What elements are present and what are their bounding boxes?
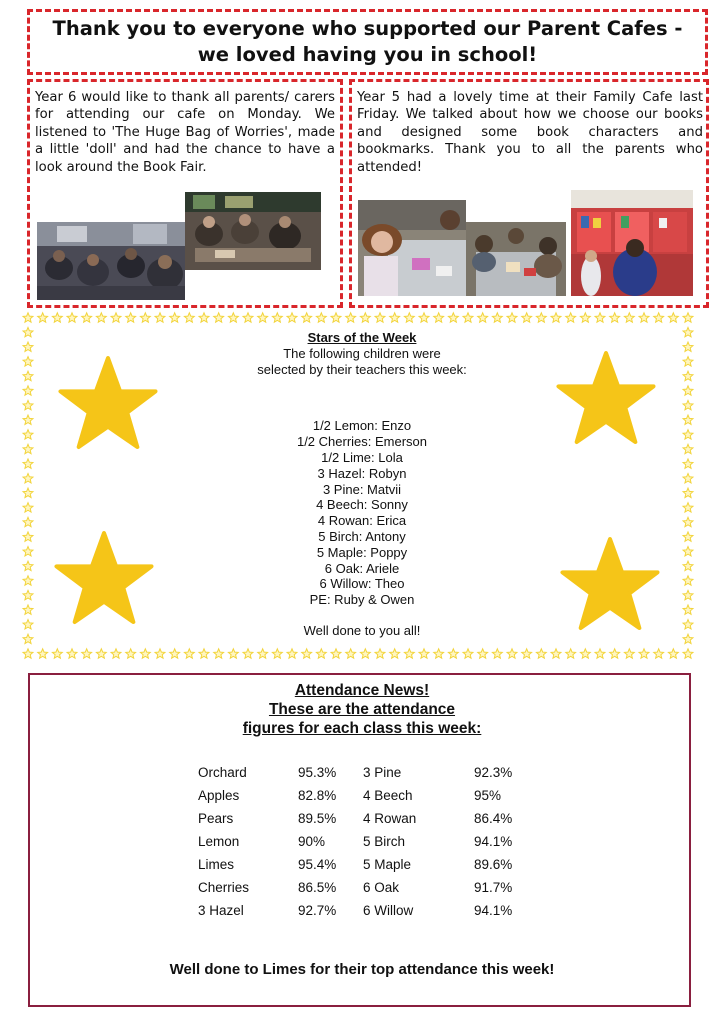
border-star-icon bbox=[654, 649, 664, 658]
border-star-icon bbox=[38, 313, 48, 322]
border-star-icon bbox=[683, 327, 693, 336]
border-star-icon bbox=[52, 313, 62, 322]
border-star-icon bbox=[683, 474, 693, 483]
year6-cafe-photo-1 bbox=[37, 222, 185, 300]
border-star-icon bbox=[214, 649, 224, 658]
border-star-icon bbox=[346, 649, 356, 658]
border-star-icon bbox=[683, 430, 693, 439]
border-star-icon bbox=[683, 400, 693, 409]
year5-cafe-photo-1 bbox=[358, 200, 466, 296]
border-star-icon bbox=[126, 313, 136, 322]
border-star-icon bbox=[23, 488, 33, 497]
border-star-icon bbox=[82, 313, 92, 322]
star-pupil: 3 Hazel: Robyn bbox=[317, 465, 407, 481]
border-star-icon bbox=[683, 561, 693, 570]
border-star-icon bbox=[478, 649, 488, 658]
border-star-icon bbox=[287, 649, 297, 658]
border-star-icon bbox=[23, 357, 33, 366]
border-star-icon bbox=[199, 313, 209, 322]
border-star-icon bbox=[536, 649, 546, 658]
border-star-icon bbox=[155, 313, 165, 322]
border-star-icon bbox=[668, 649, 678, 658]
attendance-percentage: 94.1% bbox=[474, 903, 513, 918]
border-star-icon bbox=[390, 313, 400, 322]
border-star-icon bbox=[287, 313, 297, 322]
attendance-class-name: Cherries bbox=[198, 880, 250, 895]
border-star-icon bbox=[316, 649, 326, 658]
year6-cafe-photo-2 bbox=[185, 192, 321, 270]
attendance-percentage: 86.5% bbox=[298, 880, 337, 895]
border-star-icon bbox=[448, 649, 458, 658]
border-star-icon bbox=[67, 649, 77, 658]
stars-title: Stars of the Week bbox=[307, 330, 417, 345]
border-star-icon bbox=[463, 649, 473, 658]
border-star-icon bbox=[23, 313, 33, 322]
border-star-icon bbox=[595, 649, 605, 658]
attendance-class-name: Limes bbox=[198, 857, 235, 872]
attendance-heading bbox=[0, 681, 724, 738]
border-star-icon bbox=[492, 649, 502, 658]
attendance-class-name: 4 Rowan bbox=[363, 811, 417, 826]
border-star-icon bbox=[375, 313, 385, 322]
border-star-icon bbox=[375, 649, 385, 658]
star-pupil: 4 Rowan: Erica bbox=[317, 513, 407, 529]
border-star-icon bbox=[390, 649, 400, 658]
border-star-icon bbox=[228, 313, 238, 322]
border-star-icon bbox=[683, 547, 693, 556]
border-star-icon bbox=[434, 649, 444, 658]
border-star-icon bbox=[683, 444, 693, 453]
border-star-icon bbox=[683, 357, 693, 366]
attendance-heading-line3: figures for each class this week: bbox=[242, 720, 482, 737]
border-star-icon bbox=[23, 620, 33, 629]
attendance-percentage: 89.5% bbox=[298, 811, 337, 826]
attendance-right-percentages bbox=[474, 761, 512, 922]
border-star-icon bbox=[82, 649, 92, 658]
border-star-icon bbox=[360, 313, 370, 322]
border-star-icon bbox=[23, 517, 33, 526]
border-star-icon bbox=[595, 313, 605, 322]
star-pupil: 3 Pine: Matvii bbox=[322, 481, 402, 497]
banner-box bbox=[27, 9, 708, 75]
attendance-percentage: 82.8% bbox=[298, 788, 337, 803]
border-star-icon bbox=[243, 649, 253, 658]
border-star-icon bbox=[170, 649, 180, 658]
border-star-icon bbox=[624, 649, 634, 658]
border-star-icon bbox=[463, 313, 473, 322]
border-star-icon bbox=[683, 313, 693, 322]
border-star-icon bbox=[580, 313, 590, 322]
attendance-percentage: 95.4% bbox=[298, 857, 337, 872]
border-star-icon bbox=[23, 342, 33, 351]
border-star-icon bbox=[140, 313, 150, 322]
border-star-icon bbox=[214, 313, 224, 322]
border-star-icon bbox=[23, 547, 33, 556]
border-star-icon bbox=[639, 313, 649, 322]
border-star-icon bbox=[23, 459, 33, 468]
border-star-icon bbox=[331, 313, 341, 322]
border-star-icon bbox=[683, 576, 693, 585]
border-star-icon bbox=[23, 561, 33, 570]
border-star-icon bbox=[580, 649, 590, 658]
border-star-icon bbox=[654, 313, 664, 322]
border-star-icon bbox=[23, 590, 33, 599]
attendance-heading-line1: Attendance News! bbox=[294, 682, 430, 699]
star-pupil: 5 Birch: Antony bbox=[318, 528, 406, 544]
border-star-icon bbox=[448, 313, 458, 322]
year5-cafe-text: Year 5 had a lovely time at their Family Cafe last Friday. We talked about how we choose our books and designed some book characters and bookmarks. Thank you to all the parents who attended! bbox=[357, 90, 703, 175]
attendance-left-classes bbox=[198, 761, 249, 922]
attendance-class-name: 6 Oak bbox=[363, 880, 400, 895]
border-star-icon bbox=[23, 371, 33, 380]
border-star-icon bbox=[419, 649, 429, 658]
attendance-percentage: 91.7% bbox=[474, 880, 513, 895]
stars-well-done: Well done to you all! bbox=[303, 622, 421, 638]
star-pupil: 1/2 Cherries: Emerson bbox=[296, 434, 428, 450]
border-star-icon bbox=[23, 400, 33, 409]
attendance-percentage: 90% bbox=[298, 834, 326, 849]
big-star-icon bbox=[554, 350, 658, 446]
border-star-icon bbox=[551, 649, 561, 658]
big-star-icon bbox=[558, 536, 662, 632]
border-star-icon bbox=[536, 313, 546, 322]
border-star-icon bbox=[683, 649, 693, 658]
attendance-percentage: 92.3% bbox=[474, 765, 513, 780]
border-star-icon bbox=[492, 313, 502, 322]
border-star-icon bbox=[67, 313, 77, 322]
border-star-icon bbox=[302, 649, 312, 658]
border-star-icon bbox=[360, 649, 370, 658]
border-star-icon bbox=[434, 313, 444, 322]
border-star-icon bbox=[610, 313, 620, 322]
border-star-icon bbox=[23, 415, 33, 424]
star-pupil: 1/2 Lemon: Enzo bbox=[312, 418, 412, 434]
border-star-icon bbox=[639, 649, 649, 658]
year5-cafe-photo-2 bbox=[466, 222, 566, 296]
border-star-icon bbox=[316, 313, 326, 322]
border-star-icon bbox=[610, 649, 620, 658]
border-star-icon bbox=[23, 444, 33, 453]
border-star-icon bbox=[23, 532, 33, 541]
border-star-icon bbox=[683, 605, 693, 614]
year5-cafe-photo-3 bbox=[571, 190, 693, 296]
attendance-left-percentages bbox=[298, 761, 336, 922]
star-pupil: 4 Beech: Sonny bbox=[316, 497, 408, 513]
attendance-class-name: 6 Willow bbox=[363, 903, 414, 918]
border-star-icon bbox=[507, 649, 517, 658]
border-star-icon bbox=[522, 649, 532, 658]
border-star-icon bbox=[23, 474, 33, 483]
stars-intro-line2: selected by their teachers this week: bbox=[257, 361, 467, 377]
attendance-footer: Well done to Limes for their top attendance this week! bbox=[169, 961, 555, 978]
border-star-icon bbox=[23, 430, 33, 439]
border-star-icon bbox=[566, 649, 576, 658]
border-star-icon bbox=[126, 649, 136, 658]
border-star-icon bbox=[38, 649, 48, 658]
border-star-icon bbox=[23, 576, 33, 585]
attendance-class-name: 4 Beech bbox=[363, 788, 413, 803]
border-star-icon bbox=[23, 605, 33, 614]
border-star-icon bbox=[683, 488, 693, 497]
border-star-icon bbox=[243, 313, 253, 322]
border-star-icon bbox=[96, 313, 106, 322]
star-pupil: 6 Willow: Theo bbox=[319, 576, 405, 592]
star-pupil: 6 Oak: Ariele bbox=[324, 560, 400, 576]
banner-title: Thank you to everyone who supported our Parent Cafes - we loved having you in school! bbox=[52, 17, 683, 66]
border-star-icon bbox=[683, 371, 693, 380]
border-star-icon bbox=[551, 313, 561, 322]
attendance-class-name: Pears bbox=[198, 811, 234, 826]
stars-list bbox=[190, 418, 534, 608]
border-star-icon bbox=[23, 386, 33, 395]
border-star-icon bbox=[346, 313, 356, 322]
attendance-percentage: 92.7% bbox=[298, 903, 337, 918]
border-star-icon bbox=[258, 313, 268, 322]
attendance-class-name: Lemon bbox=[198, 834, 240, 849]
attendance-percentage: 89.6% bbox=[474, 857, 513, 872]
border-star-icon bbox=[683, 634, 693, 643]
border-star-icon bbox=[184, 313, 194, 322]
attendance-class-name: 3 Hazel bbox=[198, 903, 244, 918]
year6-cafe-text: Year 6 would like to thank all parents/ carers for attending our cafe on Monday. We listened to 'The Huge Bag of Worries', made a little 'doll' and had the chance to have a look around the Book Fair. bbox=[35, 90, 335, 175]
border-star-icon bbox=[23, 634, 33, 643]
border-star-icon bbox=[683, 532, 693, 541]
border-star-icon bbox=[566, 313, 576, 322]
star-pupil: 1/2 Lime: Lola bbox=[321, 449, 403, 465]
attendance-percentage: 86.4% bbox=[474, 811, 513, 826]
big-star-icon bbox=[52, 530, 156, 626]
star-pupil: 5 Maple: Poppy bbox=[316, 544, 408, 560]
border-star-icon bbox=[522, 313, 532, 322]
border-star-icon bbox=[668, 313, 678, 322]
attendance-class-name: 5 Maple bbox=[363, 857, 412, 872]
attendance-class-name: 5 Birch bbox=[363, 834, 406, 849]
border-star-icon bbox=[23, 503, 33, 512]
border-star-icon bbox=[170, 313, 180, 322]
border-star-icon bbox=[683, 620, 693, 629]
border-star-icon bbox=[624, 313, 634, 322]
border-star-icon bbox=[155, 649, 165, 658]
border-star-icon bbox=[478, 313, 488, 322]
border-star-icon bbox=[683, 459, 693, 468]
border-star-icon bbox=[683, 415, 693, 424]
border-star-icon bbox=[258, 649, 268, 658]
attendance-percentage: 95% bbox=[474, 788, 502, 803]
border-star-icon bbox=[302, 313, 312, 322]
border-star-icon bbox=[111, 313, 121, 322]
border-star-icon bbox=[272, 649, 282, 658]
border-star-icon bbox=[683, 386, 693, 395]
border-star-icon bbox=[140, 649, 150, 658]
attendance-class-name: Apples bbox=[198, 788, 240, 803]
border-star-icon bbox=[331, 649, 341, 658]
attendance-class-name: Orchard bbox=[198, 765, 247, 780]
border-star-icon bbox=[683, 503, 693, 512]
border-star-icon bbox=[272, 313, 282, 322]
border-star-icon bbox=[23, 649, 33, 658]
border-star-icon bbox=[111, 649, 121, 658]
border-star-icon bbox=[404, 313, 414, 322]
attendance-heading-line2: These are the attendance bbox=[268, 701, 456, 718]
border-star-icon bbox=[683, 517, 693, 526]
big-star-icon bbox=[56, 355, 160, 451]
border-star-icon bbox=[683, 590, 693, 599]
attendance-right-classes bbox=[363, 761, 416, 922]
attendance-percentage: 95.3% bbox=[298, 765, 337, 780]
stars-of-the-week bbox=[190, 330, 534, 639]
stars-intro-line1: The following children were bbox=[283, 345, 441, 361]
border-star-icon bbox=[23, 327, 33, 336]
border-star-icon bbox=[419, 313, 429, 322]
border-star-icon bbox=[199, 649, 209, 658]
attendance-percentage: 94.1% bbox=[474, 834, 513, 849]
border-star-icon bbox=[683, 342, 693, 351]
border-star-icon bbox=[52, 649, 62, 658]
border-star-icon bbox=[228, 649, 238, 658]
border-star-icon bbox=[507, 313, 517, 322]
star-pupil: PE: Ruby & Owen bbox=[309, 592, 415, 608]
border-star-icon bbox=[184, 649, 194, 658]
border-star-icon bbox=[404, 649, 414, 658]
attendance-class-name: 3 Pine bbox=[363, 765, 402, 780]
border-star-icon bbox=[96, 649, 106, 658]
